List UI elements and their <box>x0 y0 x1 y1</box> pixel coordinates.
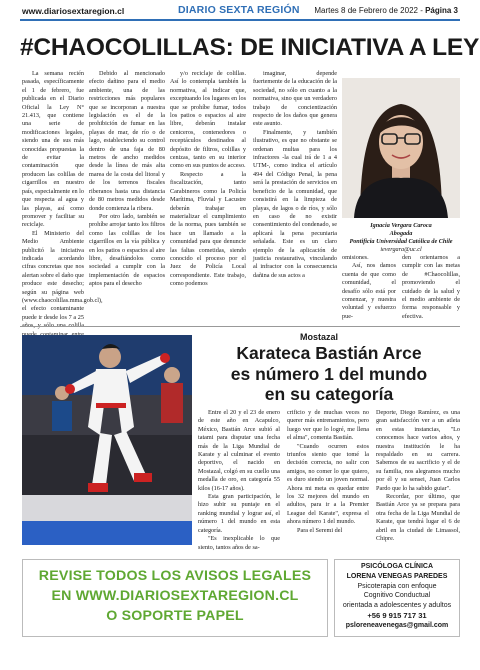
paragraph: Para el Seremi del <box>297 526 343 534</box>
ad-line: REVISE TODOS LOS AVISOS LEGALES <box>38 568 312 584</box>
paragraph: omisiones. <box>342 254 369 261</box>
paragraph: Finalmente, y también ilustrativo, es que no obstante se ordenan multas para los infractores -la cual irá de 1 a 4 UTM-, como indica el artículo 494 del Código Penal, la pena será la prestación de servicios en beneficio de la comunidad, que consistirá en la limpieza de playas, de lagos o de ríos, y sólo en caso de no existir consentimiento del condenado, se aplicará la pena pecuniaria señalada. Este es un claro ejemplo de la aplicación de justicia restaurativa, vinculando al infractor con la consecuencia dañina de sus actos a <box>253 128 337 279</box>
article1-column-2 <box>89 70 165 320</box>
headline-line: Karateca Bastián Arce <box>236 343 422 363</box>
article-title: #CHAOCOLILLAS: DE INICIATIVA A LEY <box>20 34 480 61</box>
paragraph: "Es inexplicable lo que siento, tantos años de sa- <box>198 535 280 551</box>
article1-column-3 <box>170 70 246 320</box>
author-photo <box>342 78 460 218</box>
karate-photo <box>22 335 192 545</box>
paragraph: Debido al mencionado efecto dañino para el medio ambiente, una de las restricciones más populares que se incorporan a nuestra legislación es el de la prohibición de fumar en las playas de mar, de río o de lago, estableciendo su control dentro de una faja de 80 metros de ancho medidos desde la línea de más alta marea de la costa del litoral y de los terrenos fiscales riberanos hasta una distancia de 80 metros medidos desde donde comienza la ribera. <box>89 70 165 212</box>
paragraph: Respecto a la fiscalización, tanto Carabineros como la Policía Marítima, Fluvial y Lacustre deberán trabajar en materializar el cumplimiento de la norma, pues también se hace un llamado a la comunidad para que denuncie las faltas cometidas, siendo conocido el proceso por el Juez de Policía Local correspondiente. Este trabajo, como podemos <box>170 170 246 288</box>
paragraph: den orientarnos a cumplir con las metas de #Chaocolillas, promoviendo el cuidado de la salud y el medio ambiente de forma responsable y efectiva. <box>402 254 460 320</box>
paragraph: Esta gran participación, le hizo subir su puntaje en el ranking mundial y lograr así, el número 1 del mundo en esta categoría. <box>198 493 280 534</box>
article2-column-1 <box>198 409 280 549</box>
paragraph: "Cuando ocurren estos triunfos siento que tomé la decisión correcta, no salir con amigos, no comer lo que quiero, es duro siendo un joven normal. Ahora mi meta es quedar entre los 32 mejores del mundo en adultos, para ir a la Premier League del Karate", expresa el ahora número 1 del mundo. <box>287 442 369 526</box>
ad-email[interactable]: psloreneavenegas@gmail.com <box>345 621 449 629</box>
headline-line: es número 1 del mundo <box>230 363 428 384</box>
article1-column-6 <box>402 254 460 324</box>
ad-name: LORENA VENEGAS PAREDES <box>346 572 448 580</box>
issue-date: Martes 8 de Febrero de 2022 - <box>314 6 426 15</box>
ad-line: Cognitivo Conductual <box>363 592 431 600</box>
ad-phone[interactable]: +56 9 915 717 31 <box>367 610 427 620</box>
article2-headline <box>198 343 460 405</box>
paragraph: Deporte, Diego Ramírez, es una gran satisfacción ver a un atleta en estas instancias, "Lo conocemos hace varios años, y nuestra institución le ha respaldado en su carrera. Sabemos de su sacrificio y el de su familia, nos alegramos mucho por él y su sensei, Juan Carlos Pardo que lo ha sabido guiar". <box>376 409 460 492</box>
paragraph: imaginar, depende fuertemente de la educación de la sociedad, no sólo en cuanto a la normativa, sino que un verdadero trabajo de concientización respecto de los daños que genera este asunto. <box>253 70 337 128</box>
date-page <box>314 6 458 15</box>
ad-line: EN WWW.DIARIOSEXTAREGION.CL <box>51 588 299 604</box>
page-number: Página 3 <box>425 6 458 15</box>
section-kicker: Mostazal <box>300 332 339 342</box>
paragraph: crificio y de muchas veces no querer más entrenamientos, pero luego ver que lo logré, me llena el alma", comenta Bastián. <box>287 409 369 442</box>
paragraph: Recordar, por último, que Bastián Arce ya se prepara para otra fecha de la Liga Mundial de Karate, que tendrá lugar el 6 de abril en la ciudad de Limassol, Chipre. <box>376 493 460 543</box>
ad-line: Psicoterapia con enfoque <box>357 582 437 590</box>
headline-line: en su categoría <box>264 384 394 404</box>
article2-column-3 <box>376 409 460 549</box>
author-role: Abogada <box>389 230 413 237</box>
paragraph: Entre el 20 y el 23 de enero de este año en Acapulco, México, Bastián Arce subió al tatami para disputar una fecha más de la Liga Mundial de Karate y al culminar el evento deportivo, el nacido en Mostazal, colgó en su cuello una medalla de oro, en categoría 55 kilos (16-17 años). <box>198 409 280 492</box>
ad-line: orientada a adolescentes y adultos <box>342 602 452 610</box>
legal-notices-ad[interactable] <box>22 559 328 637</box>
paragraph: La semana recién pasada, específicamente el 1 de febrero, fue publicada en el Diario Oficial la Ley N° 21.413, que contiene una serie de modificaciones legales, siendo una de sus más conocidas propuestas la de evitar la contaminación que producen las colillas de cigarrillos en nuestro país, especialmente en lo que respecta al agua y las playas, así como promover y facilitar su reciclaje. <box>22 70 84 229</box>
header-rule <box>20 19 460 21</box>
paragraph: El Ministerio del Medio Ambiente publicitó la iniciativa indicada acordando cifras concretas que nos alertan sobre el daño que produce este desecho; según su página web (www.chaocolillas.mma.gob.cl), el efecto contaminante puede ir desde los 7 a 25 <box>22 229 103 321</box>
author-caption <box>342 222 460 254</box>
author-name: Ignacia Vergara Caroca <box>370 222 432 229</box>
psychologist-ad[interactable] <box>334 559 460 637</box>
ad-heading: PSICÓLOGA CLÍNICA <box>360 563 434 570</box>
site-url[interactable]: www.diariosextaregion.cl <box>22 6 125 16</box>
section-divider <box>20 326 460 327</box>
paragraph: Por otro lado, también se prohíbe arrojar tanto los filtros como las colillas de los cigarrillos en la vía pública y en los patios o espacios al aire libre, desafiándolos como sociedad a cumplir con la implementación de espacios aptos para el desecho <box>89 212 165 288</box>
article1-column-1 <box>22 70 103 321</box>
ad-line: O SOPORTE PAPEL <box>106 608 244 624</box>
author-school: Pontificia Universidad Católica de Chile <box>349 238 453 245</box>
article1-column-5 <box>342 254 396 324</box>
article2-column-2 <box>287 409 369 549</box>
article1-column-4 <box>253 70 337 320</box>
paragraph: Así, nos damos cuenta de que como comunidad, el desafío sólo está por comenzar, y nuestra voluntad y esfuerzo pue- <box>342 262 396 320</box>
author-email[interactable]: ievergara@uc.cl <box>380 246 422 253</box>
newspaper-name: DIARIO SEXTA REGIÓN <box>178 4 300 16</box>
paragraph: y/o reciclaje de colillas. Así lo contempla también la normativa, al indicar que, exceptuando los lugares en los que se prohíbe fumar, todos los patios o espacios al aire libre, deberán instalar ceniceros, contenedores o receptáculos destinados al depósito de filtros, colillas y cenizas, tanto en su interior como en sus puntos de acceso. <box>170 70 246 170</box>
